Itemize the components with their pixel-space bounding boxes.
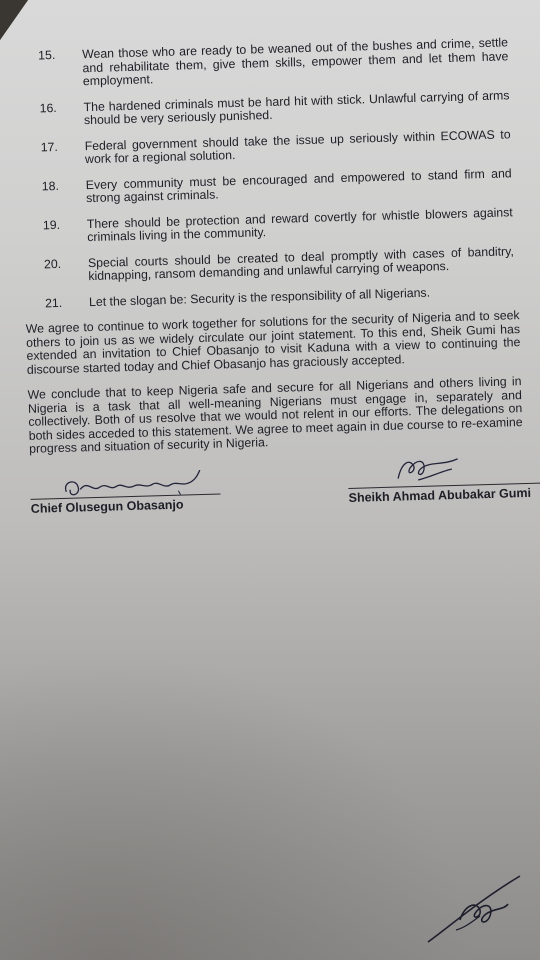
list-item [21, 128, 522, 169]
item-text: Let the slogan be: Security is the responsibility of all Nigerians. [88, 285, 431, 309]
list-item [23, 205, 524, 246]
handwritten-signature-icon [387, 450, 478, 486]
initials-signature-icon [420, 870, 530, 950]
item-number: 17. [40, 139, 59, 154]
list-item [22, 166, 523, 207]
signature-gumi [348, 452, 540, 505]
signatory-name: Sheikh Ahmad Abubakar Gumi [348, 485, 532, 505]
item-text: There should be protection and reward covertly for whistle blowers against criminals living in the community. [86, 204, 513, 245]
document-body [18, 36, 531, 538]
item-number: 21. [44, 295, 63, 310]
closing-paragraph: We agree to continue to work together for solutions for the security of Nigeria and to seek others to join us as we widely circulate our joint statement. To this end, Sheik Gumi has extended an invitation to Chief Obasanjo to visit Kaduna with a view to continuing the discourse started today and Chief Obasanjo has graciously accepted. [25, 308, 521, 377]
item-text: Wean those who are ready to be weaned out of the bushes and crime, settle and rehabilitate them, give them skills, empower them and let them have employment. [81, 35, 509, 89]
item-number: 20. [43, 256, 62, 271]
list-item [25, 283, 525, 310]
item-text: Federal government should take the issue up seriously within ECOWAS to work for a regional solution. [84, 126, 511, 167]
conclusion-paragraph: We conclude that to keep Nigeria safe and secure for all Nigerians and others living in Nigeria is a task that all well-meaning Nigerians must engage in, separately and collectively. Both of us resolve that we would not relent in our efforts. The delegations on both sides acceded to this statement. We agree to meet again in due course to re-examine progress and situation of security in Nigeria. [27, 374, 523, 456]
item-text: Special courts should be created to deal promptly with cases of banditry, kidnapping, ransom demanding and unlawful carrying of weapons. [87, 243, 514, 284]
item-number: 18. [41, 178, 60, 193]
signature-block [30, 454, 532, 538]
list-item [24, 244, 525, 285]
item-number: 15. [37, 47, 56, 63]
item-number: 16. [39, 100, 57, 115]
handwritten-signature-icon [60, 463, 211, 501]
signature-obasanjo [30, 463, 221, 516]
signatory-name: Chief Olusegun Obasanjo [30, 497, 184, 516]
item-text: Every community must be encouraged and empowered to stand firm and strong against criminals. [85, 165, 512, 206]
list-item [19, 89, 520, 130]
item-number: 19. [42, 217, 61, 232]
item-text: The hardened criminals must be hard hit with stick. Unlawful carrying of arms should be very seriously punished. [83, 87, 510, 128]
